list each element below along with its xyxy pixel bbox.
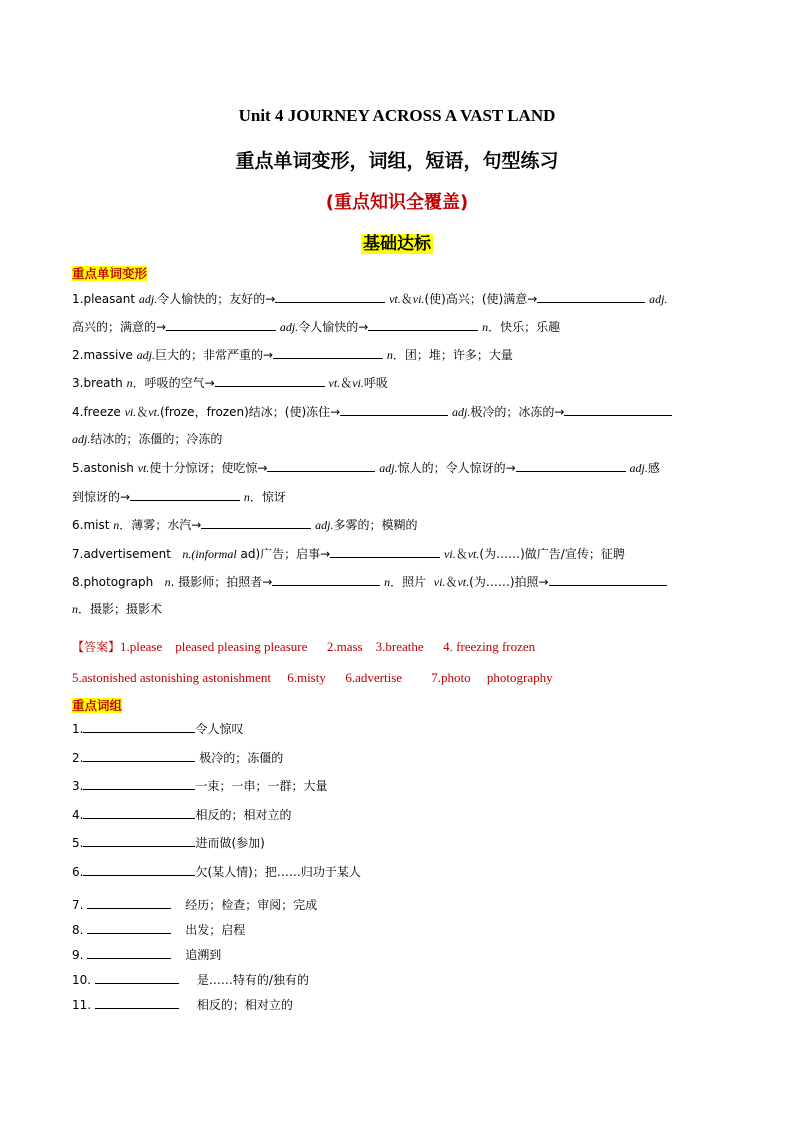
unit-title: Unit 4 JOURNEY ACROSS A VAST LAND	[238, 106, 556, 125]
answer-blank[interactable]	[368, 318, 478, 331]
phrase-item	[72, 971, 309, 988]
answer-blank[interactable]	[166, 318, 276, 331]
answer-key-line	[72, 670, 553, 686]
answer-blank[interactable]	[340, 403, 448, 416]
answer-blank[interactable]	[267, 459, 375, 472]
item-meaning: 相反的；相对立的	[196, 998, 293, 1012]
line-text: ．照片	[390, 575, 434, 589]
answer-blank[interactable]	[87, 896, 171, 909]
exercise-line	[72, 545, 625, 562]
exercise-line	[72, 290, 667, 307]
line-text: 感	[647, 461, 660, 475]
item-number: 4.	[72, 808, 84, 822]
pos-label: adj.	[315, 518, 334, 532]
line-text: (使)高兴；(使)满意→	[424, 292, 538, 306]
phrase-item	[72, 946, 221, 963]
pos-label: n	[113, 518, 120, 532]
section-heading-text: 重点词组	[72, 698, 123, 713]
line-text: 2.massive	[72, 348, 137, 362]
answer-blank[interactable]	[87, 921, 171, 934]
phrase-item	[72, 863, 361, 880]
pos-label: adj.	[72, 432, 91, 446]
line-text: 5.astonish	[72, 461, 138, 475]
pos-label: vi.	[412, 292, 425, 306]
line-text: 令人愉快的；友好的→	[157, 292, 276, 306]
line-text: ．团；堆；许多；大量	[392, 348, 513, 362]
exercise-line	[72, 374, 388, 391]
level-heading-text: 基础达标	[363, 234, 431, 254]
line-text: (froze，frozen)结冰；(使)冻住→	[159, 405, 341, 419]
answer-blank[interactable]	[83, 806, 195, 819]
exercise-line	[72, 459, 660, 476]
answer-blank[interactable]	[83, 834, 195, 847]
phrase-item	[72, 834, 265, 851]
line-text: 到惊讶的→	[72, 490, 131, 504]
line-text: 1.pleasant	[72, 292, 139, 306]
answer-blank[interactable]	[95, 971, 179, 984]
exercise-line	[72, 601, 162, 617]
line-text: ＆	[445, 575, 458, 589]
section-heading-phrases	[72, 696, 122, 714]
line-text: 3.breath	[72, 376, 127, 390]
answer-blank[interactable]	[83, 863, 195, 876]
pos-label: vi.	[124, 405, 137, 419]
answer-blank[interactable]	[330, 545, 440, 558]
item-number: 9.	[72, 948, 88, 962]
line-text: ad)广告；启事→	[236, 547, 331, 561]
pos-label: n	[482, 320, 489, 334]
phrase-item	[72, 921, 245, 938]
pos-label: vi.	[352, 376, 364, 390]
pos-label: vt.	[467, 547, 480, 561]
answer-blank[interactable]	[130, 488, 240, 501]
pos-label: vi.	[433, 575, 446, 589]
item-meaning: 经历；检查；审阅；完成	[185, 898, 318, 912]
answer-text: 5.astonished astonishing astonishment 6.misty 6.advertise 7.photo photography	[72, 670, 553, 685]
exercise-line	[72, 488, 286, 505]
line-text: 巨大的；非常严重的→	[154, 348, 274, 362]
answer-blank[interactable]	[537, 290, 645, 303]
exercise-line	[72, 403, 672, 420]
item-number: 10.	[72, 973, 95, 987]
exercise-line	[72, 318, 560, 335]
pos-label: n	[386, 348, 393, 362]
line-text: 8.photograph	[72, 575, 165, 589]
pos-label: vt.	[457, 575, 470, 589]
level-heading	[0, 229, 794, 254]
item-number: 5.	[72, 836, 84, 850]
pos-label: vt.	[389, 292, 401, 306]
item-meaning: 欠(某人情)；把……归功于某人	[195, 865, 361, 879]
answer-blank[interactable]	[215, 374, 325, 387]
phrase-item	[72, 996, 293, 1013]
answer-blank[interactable]	[87, 946, 171, 959]
line-text: ．薄雾；水汽→	[119, 518, 202, 532]
pos-label: n	[126, 376, 133, 390]
answer-blank[interactable]	[83, 749, 195, 762]
pos-label: adj.	[136, 348, 155, 362]
line-text: ＆	[340, 376, 353, 390]
item-meaning: 是……特有的/独有的	[196, 973, 309, 987]
exercise-line	[72, 346, 513, 363]
answer-key-line	[72, 639, 535, 655]
answer-blank[interactable]	[201, 516, 311, 529]
item-number: 3.	[72, 779, 84, 793]
item-meaning: 追溯到	[185, 948, 222, 962]
line-text: 结冰的；冻僵的；冷冻的	[90, 432, 223, 446]
item-meaning: 进而做(参加)	[195, 836, 265, 850]
line-text: 7.advertisement	[72, 547, 183, 561]
pos-label: vi.	[444, 547, 456, 561]
pos-label: adj.	[452, 405, 471, 419]
pos-label: n	[164, 575, 171, 589]
answer-blank[interactable]	[549, 573, 667, 586]
answer-blank[interactable]	[83, 720, 195, 733]
pos-label: vt.	[148, 405, 160, 419]
pos-label: adj.	[629, 461, 648, 475]
line-text: ＆	[400, 292, 413, 306]
pos-label: n.(informal	[182, 547, 237, 561]
pos-label: n	[243, 490, 250, 504]
item-meaning: 出发；启程	[185, 923, 246, 937]
pos-label: adj.	[279, 320, 299, 334]
coverage-subtitle: (重点知识全覆盖)	[325, 192, 469, 213]
phrase-item	[72, 806, 291, 823]
line-text: 极冷的；冰冻的→	[470, 405, 565, 419]
item-meaning: 相反的；相对立的	[195, 808, 292, 822]
exercise-line	[72, 431, 222, 447]
answer-label: 【答案】	[72, 640, 121, 654]
item-meaning: 令人惊叹	[195, 722, 244, 736]
item-meaning: 极冷的；冻僵的	[195, 751, 284, 765]
answer-blank[interactable]	[83, 777, 195, 790]
answer-blank[interactable]	[564, 403, 672, 416]
worksheet-title: 重点单词变形，词组，短语，句型练习	[235, 150, 559, 172]
line-text: ．快乐；乐趣	[488, 320, 561, 334]
line-text: 使十分惊讶；使吃惊→	[149, 461, 268, 475]
answer-blank[interactable]	[516, 459, 626, 472]
line-text: . 摄影师；拍照者→	[170, 575, 273, 589]
exercise-line	[72, 573, 667, 590]
item-number: 2.	[72, 751, 84, 765]
pos-label: adj.	[649, 292, 668, 306]
pos-label: adj.	[379, 461, 398, 475]
pos-label: vt.	[137, 461, 150, 475]
phrase-item	[72, 749, 283, 766]
phrase-item	[72, 720, 243, 737]
line-text: ．摄影；摄影术	[78, 602, 163, 616]
line-text: ＆	[136, 405, 149, 419]
line-text: ．呼吸的空气→	[132, 376, 215, 390]
pos-label: n	[384, 575, 391, 589]
phrase-item	[72, 777, 327, 794]
line-text: 惊人的；令人惊讶的→	[397, 461, 516, 475]
line-text: 高兴的；满意的→	[72, 320, 167, 334]
section-heading-text: 重点单词变形	[72, 266, 148, 281]
line-text: 4.freeze	[72, 405, 125, 419]
item-number: 6.	[72, 865, 84, 879]
line-text: ＆	[455, 547, 468, 561]
line-text: 6.mist	[72, 518, 114, 532]
answer-blank[interactable]	[273, 346, 383, 359]
item-number: 1.	[72, 722, 84, 736]
line-text: (为……)拍照→	[469, 575, 549, 589]
item-number: 11.	[72, 998, 95, 1012]
line-text: ．惊讶	[249, 490, 286, 504]
pos-label: adj.	[138, 292, 158, 306]
section-heading-word-forms	[72, 264, 147, 282]
item-meaning: 一束；一串；一群；大量	[195, 779, 328, 793]
line-text: 呼吸	[363, 376, 388, 390]
answer-blank[interactable]	[272, 573, 380, 586]
exercise-line	[72, 516, 418, 533]
line-text: 令人愉快的→	[298, 320, 369, 334]
line-text: (为……)做广告/宣传；征聘	[479, 547, 625, 561]
pos-label: n	[72, 602, 78, 616]
item-number: 7.	[72, 898, 88, 912]
line-text: 多雾的；模糊的	[333, 518, 418, 532]
answer-blank[interactable]	[95, 996, 179, 1009]
answer-blank[interactable]	[275, 290, 385, 303]
pos-label: vt.	[328, 376, 341, 390]
answer-text: 1.please pleased pleasing pleasure 2.mass 3.breathe 4. freezing frozen	[120, 639, 536, 654]
phrase-item	[72, 896, 317, 913]
item-number: 8.	[72, 923, 88, 937]
